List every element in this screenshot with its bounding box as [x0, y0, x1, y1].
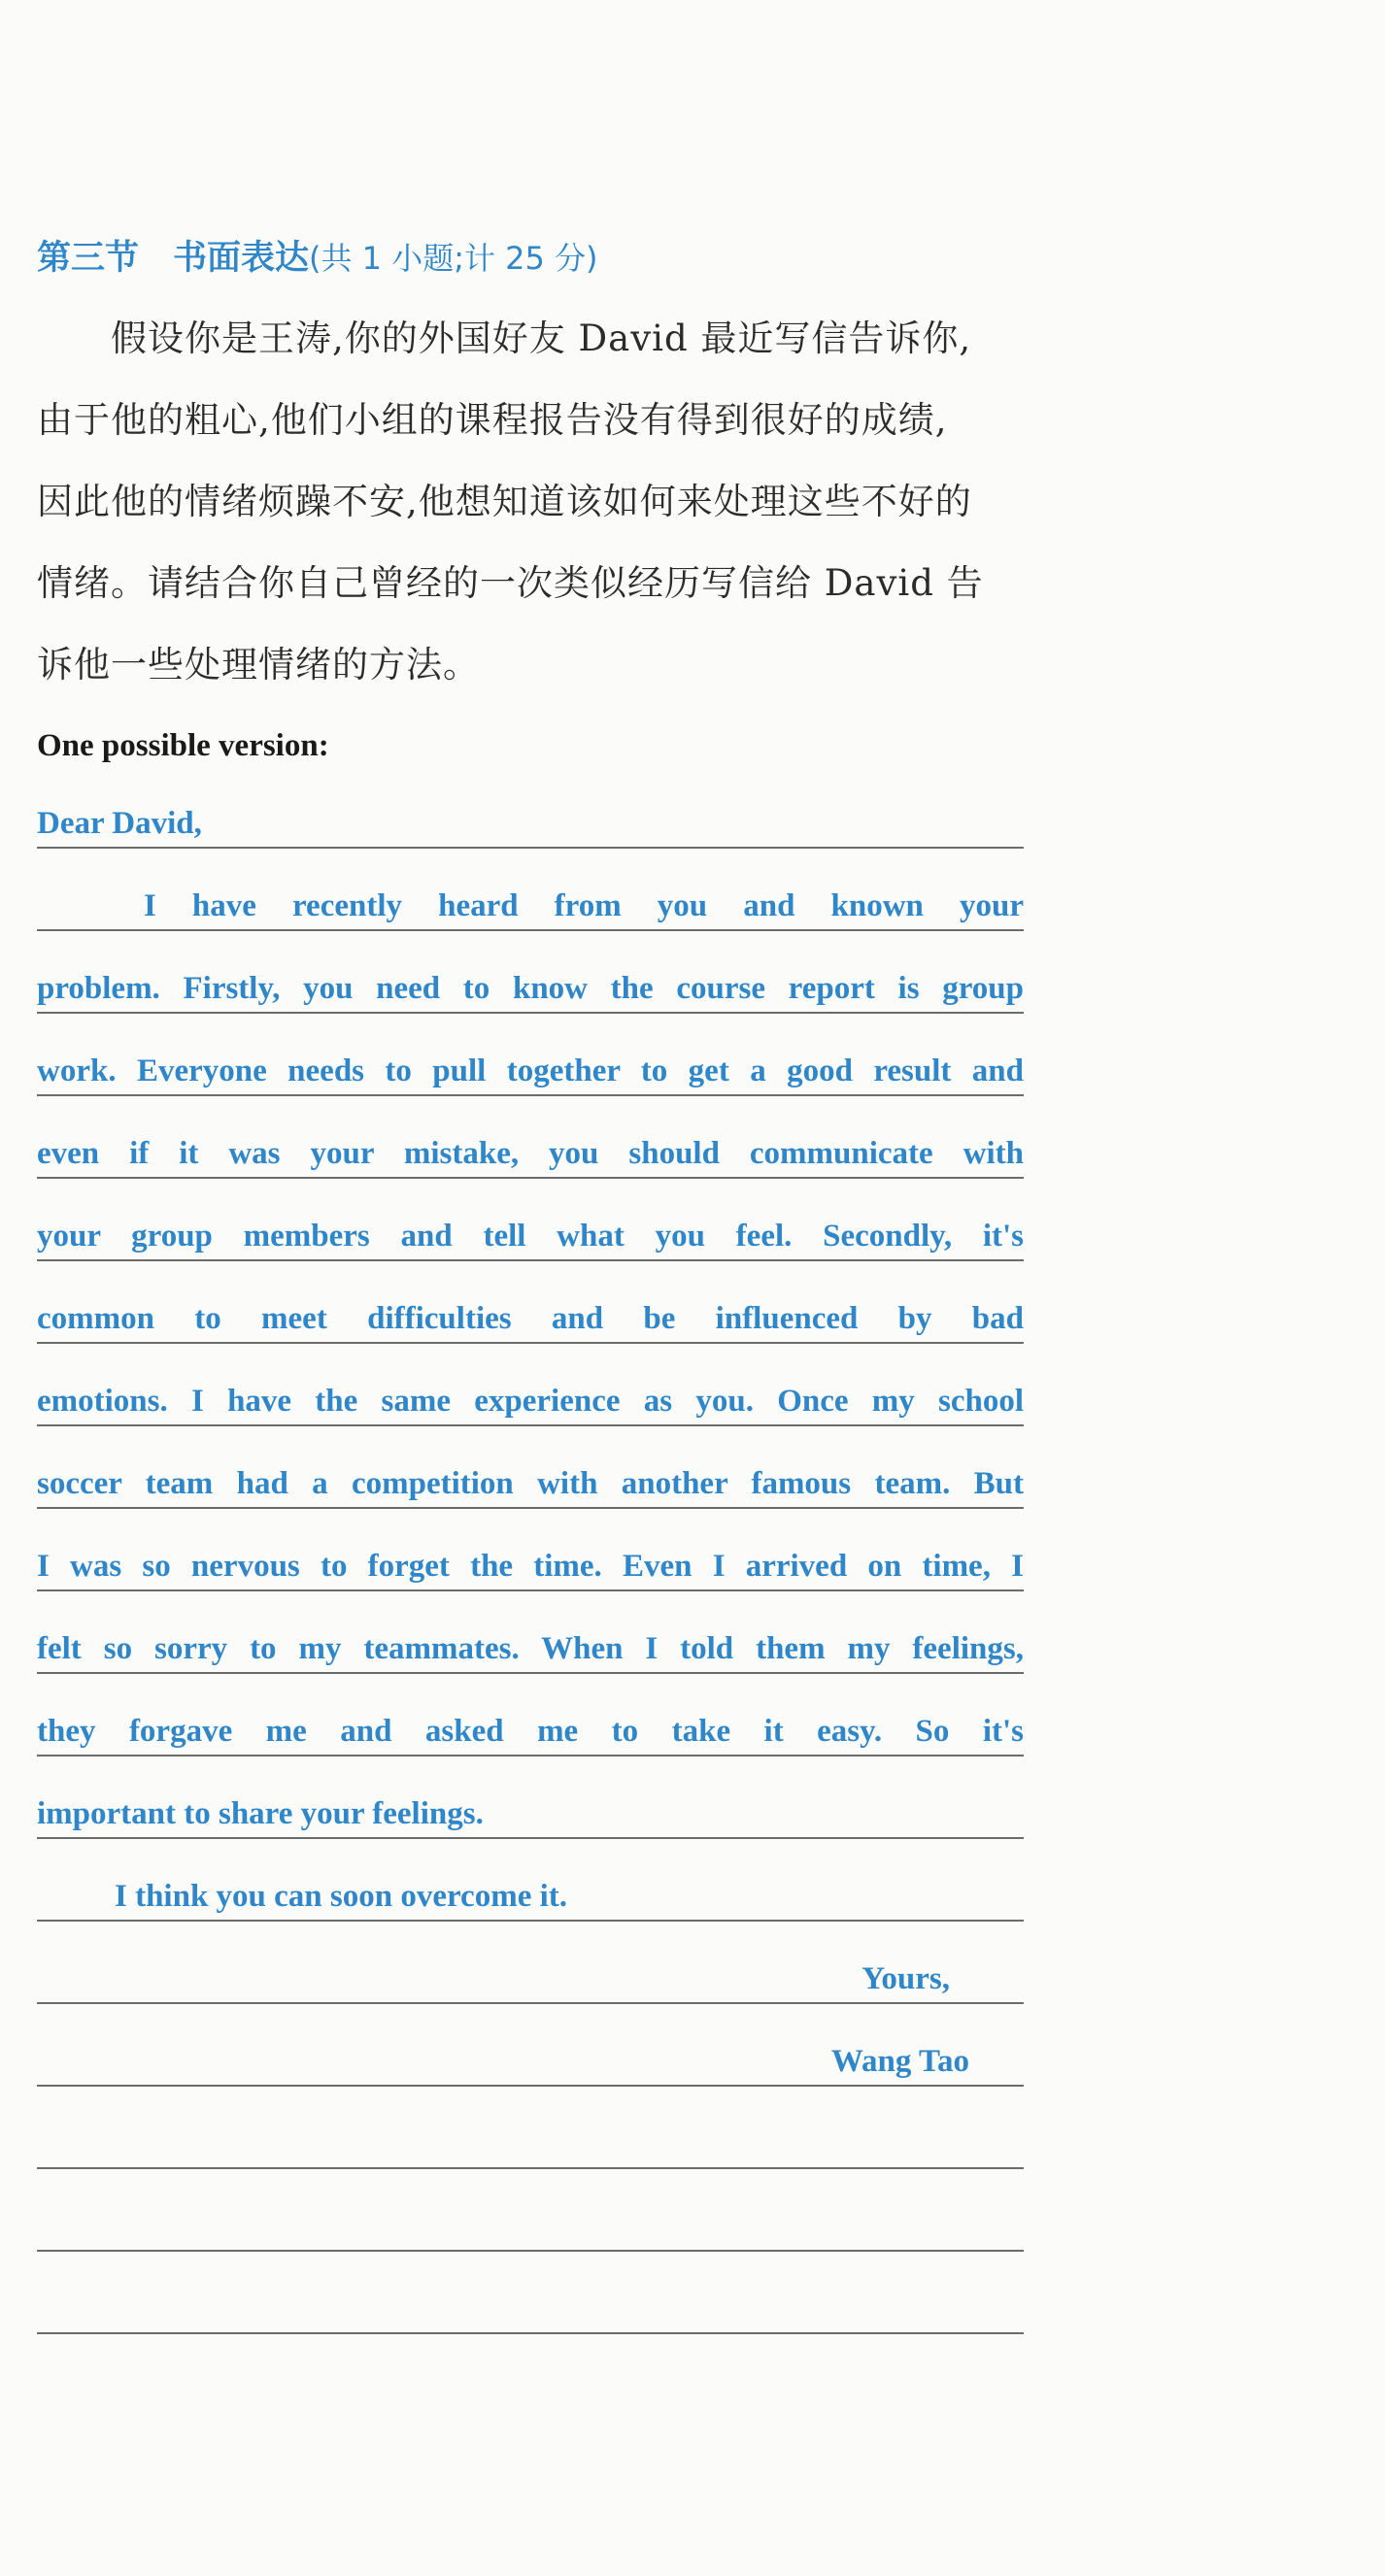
letter-body-line: they forgave me and asked me to take it easy. So it's — [37, 1714, 1024, 1749]
letter-body-line: your group members and tell what you feel. Secondly, it's — [37, 1219, 1024, 1254]
letter-body-line: work. Everyone needs to pull together to get a good result and — [37, 1054, 1024, 1088]
writing-rule-empty — [37, 2332, 1024, 2334]
writing-rule — [37, 1672, 1024, 1674]
section-heading — [37, 231, 598, 280]
writing-rule — [37, 1012, 1024, 1014]
letter-signature: Wang Tao — [830, 2044, 969, 2079]
writing-rule — [37, 1094, 1024, 1096]
letter-body-line: soccer team had a competition with another famous team. But — [37, 1466, 1024, 1501]
letter-body-line: important to share your feelings. — [37, 1796, 484, 1831]
writing-rule — [37, 1507, 1024, 1509]
writing-rule — [37, 1920, 1024, 1922]
writing-rule — [37, 847, 1024, 849]
writing-rule — [37, 1837, 1024, 1839]
writing-rule — [37, 1755, 1024, 1756]
writing-rule — [37, 1259, 1024, 1261]
prompt-line-4: 情绪。请结合你自己曾经的一次类似经历写信给 David 告 — [37, 562, 984, 604]
letter-body-line: felt so sorry to my teammates. When I told them my feelings, — [37, 1631, 1024, 1666]
letter-greeting: Dear David, — [37, 806, 202, 841]
letter-body-line: emotions. I have the same experience as you. Once my school — [37, 1384, 1024, 1419]
writing-rule — [37, 1589, 1024, 1591]
letter-body-line: even if it was your mistake, you should communicate with — [37, 1136, 1024, 1171]
prompt-line-3: 因此他的情绪烦躁不安,他想知道该如何来处理这些不好的 — [37, 481, 972, 522]
writing-rule-empty — [37, 2167, 1024, 2169]
letter-sign-off: Yours, — [861, 1961, 950, 1996]
writing-rule — [37, 2002, 1024, 2004]
writing-rule — [37, 1424, 1024, 1426]
writing-rule-empty — [37, 2250, 1024, 2252]
section-title: 第三节 书面表达 — [37, 239, 310, 278]
writing-rule — [37, 929, 1024, 931]
letter-body-line: common to meet difficulties and be influenced by bad — [37, 1301, 1024, 1336]
letter-closing-line: I think you can soon overcome it. — [115, 1879, 567, 1914]
writing-rule — [37, 1177, 1024, 1179]
letter-body-line: I was so nervous to forget the time. Even I arrived on time, I — [37, 1549, 1024, 1584]
writing-rule — [37, 2085, 1024, 2087]
version-label: One possible version: — [37, 728, 329, 763]
writing-rule — [37, 1342, 1024, 1344]
prompt-line-2: 由于他的粗心,他们小组的课程报告没有得到很好的成绩, — [37, 399, 948, 441]
letter-body-line: problem. Firstly, you need to know the course report is group — [37, 971, 1024, 1006]
letter-body-line: I have recently heard from you and known your — [144, 888, 1024, 923]
section-score-note: (共 1 小题;计 25 分) — [309, 240, 598, 277]
prompt-line-1: 假设你是王涛,你的外国好友 David 最近写信告诉你, — [37, 318, 972, 359]
prompt-line-5: 诉他一些处理情绪的方法。 — [37, 644, 480, 686]
